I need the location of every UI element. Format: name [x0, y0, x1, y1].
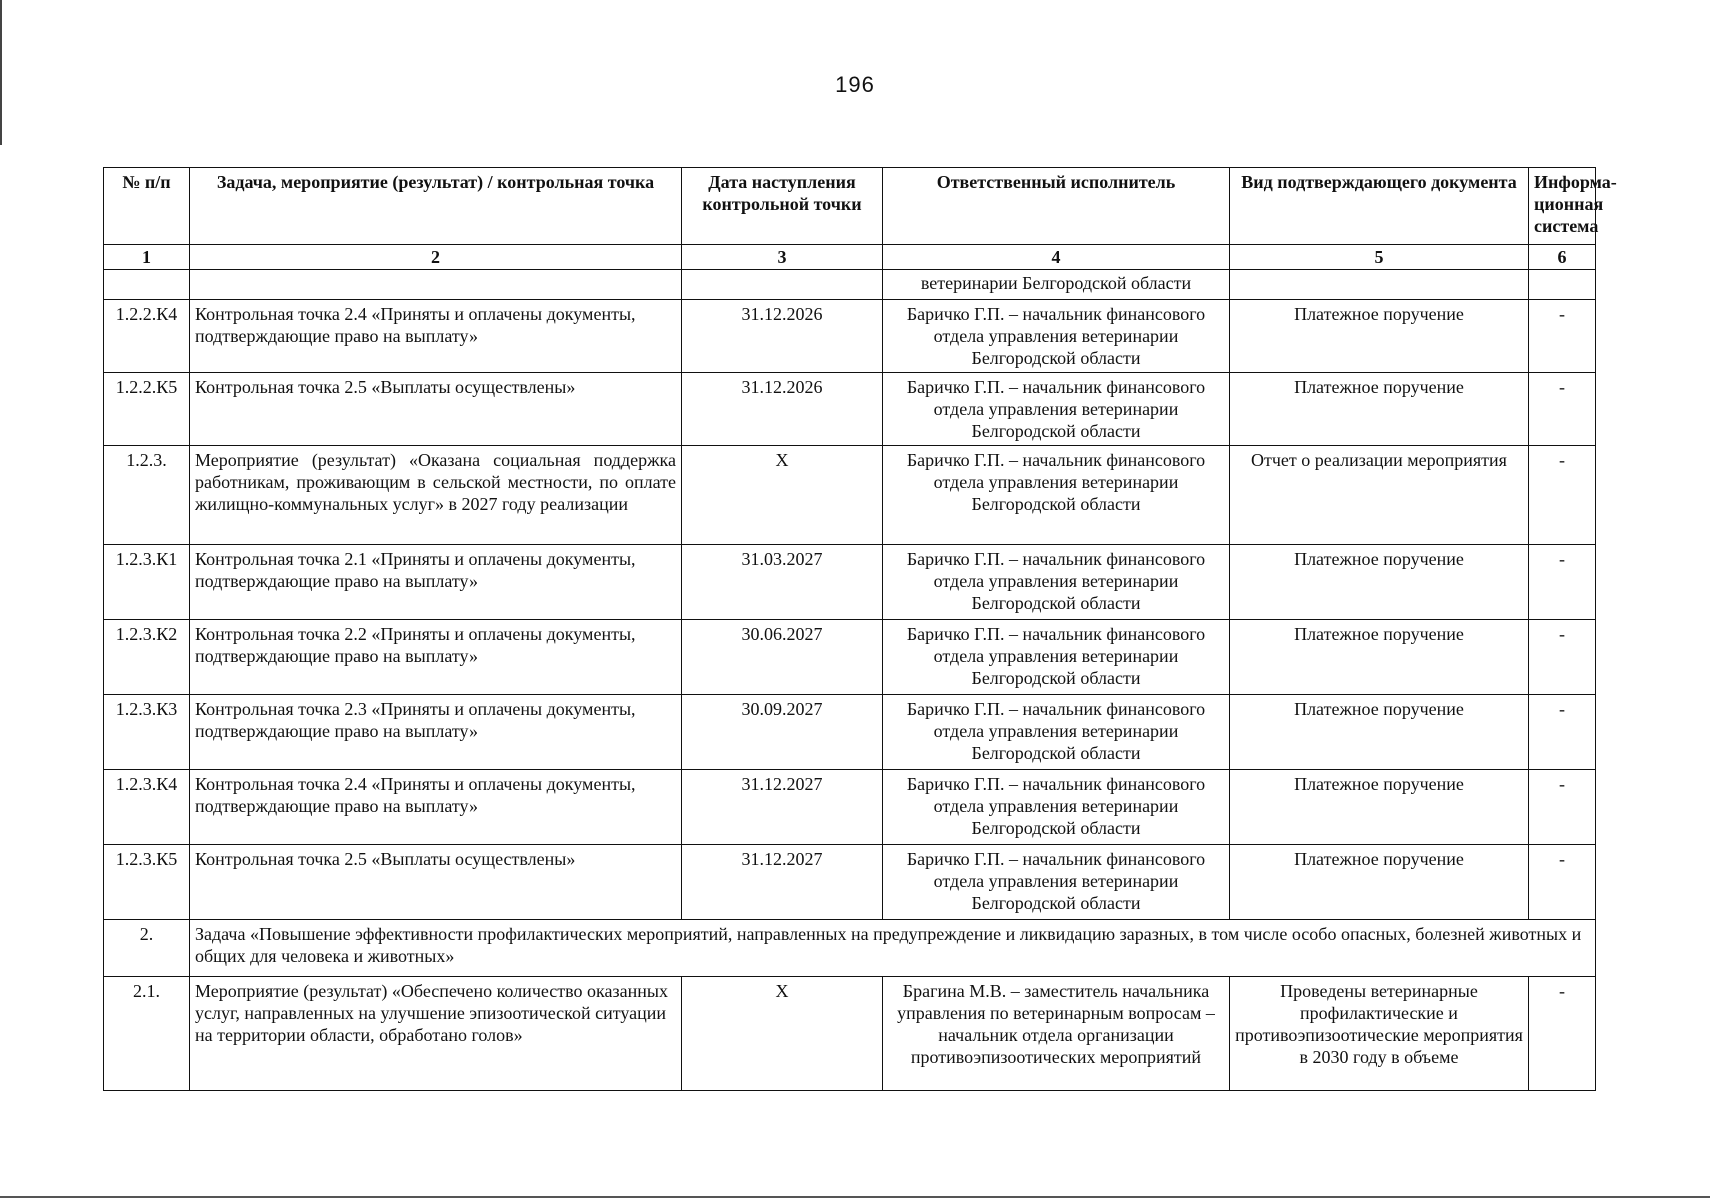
row-task: Контрольная точка 2.3 «Приняты и оплачены документы, подтверждающие право на выплату»	[190, 695, 682, 770]
row-executor: Баричко Г.П. – начальник финансового отдела управления ветеринарии Белгородской области	[883, 373, 1230, 446]
row-system: -	[1529, 446, 1596, 545]
row-num: 1.2.3.К5	[104, 845, 190, 920]
row-executor: Баричко Г.П. – начальник финансового отдела управления ветеринарии Белгородской области	[883, 620, 1230, 695]
row-num: 1.2.3.К4	[104, 770, 190, 845]
row-date: 30.06.2027	[682, 620, 883, 695]
task-row	[104, 920, 1596, 977]
row-task: Контрольная точка 2.4 «Приняты и оплачены документы, подтверждающие право на выплату»	[190, 770, 682, 845]
row-document: Платежное поручение	[1230, 300, 1529, 373]
row-date: 31.12.2026	[682, 373, 883, 446]
row-document: Платежное поручение	[1230, 845, 1529, 920]
row-document: Платежное поручение	[1230, 695, 1529, 770]
task-text: Задача «Повышение эффективности профилактических мероприятий, направленных на предупреждение и ликвидацию заразных, в том числе особо опасных, болезней животных и общих для человека и животных»	[190, 920, 1596, 977]
row-executor: Баричко Г.П. – начальник финансового отдела управления ветеринарии Белгородской области	[883, 770, 1230, 845]
table-row	[104, 977, 1596, 1091]
table-row	[104, 373, 1596, 446]
row-system: -	[1529, 300, 1596, 373]
row-date: 31.12.2027	[682, 770, 883, 845]
header-document: Вид подтверждающего документа	[1230, 168, 1529, 245]
table-row	[104, 620, 1596, 695]
task-num: 2.	[104, 920, 190, 977]
table-row	[104, 695, 1596, 770]
row-executor: Баричко Г.П. – начальник финансового отдела управления ветеринарии Белгородской области	[883, 300, 1230, 373]
row-system: -	[1529, 620, 1596, 695]
row-document: Отчет о реализации мероприятия	[1230, 446, 1529, 545]
control-points-table	[103, 167, 1617, 1091]
row-document: Платежное поручение	[1230, 373, 1529, 446]
column-number: 1	[104, 245, 190, 270]
header-date: Дата наступления контрольной точки	[682, 168, 883, 245]
row-system: -	[1529, 977, 1596, 1091]
row-system: -	[1529, 845, 1596, 920]
table-row	[104, 446, 1596, 545]
header-num: № п/п	[104, 168, 190, 245]
row-executor: Баричко Г.П. – начальник финансового отдела управления ветеринарии Белгородской области	[883, 446, 1230, 545]
header-executor: Ответственный исполнитель	[883, 168, 1230, 245]
column-number: 3	[682, 245, 883, 270]
row-system: -	[1529, 545, 1596, 620]
row-executor: Баричко Г.П. – начальник финансового отдела управления ветеринарии Белгородской области	[883, 845, 1230, 920]
table-row	[104, 770, 1596, 845]
row-date: Х	[682, 977, 883, 1091]
column-number: 4	[883, 245, 1230, 270]
table-row	[104, 545, 1596, 620]
continuation-executor: ветеринарии Белгородской области	[883, 270, 1230, 300]
scan-bottom-edge	[0, 1196, 1710, 1198]
row-task: Контрольная точка 2.5 «Выплаты осуществлены»	[190, 845, 682, 920]
page-number: 196	[835, 72, 875, 97]
table-header-row	[104, 168, 1596, 245]
row-document: Проведены ветеринарные профилактические и противоэпизоотические мероприятия в 2030 году в объеме	[1230, 977, 1529, 1091]
row-system: -	[1529, 695, 1596, 770]
row-num: 1.2.3.К1	[104, 545, 190, 620]
row-task: Контрольная точка 2.5 «Выплаты осуществлены»	[190, 373, 682, 446]
row-document: Платежное поручение	[1230, 545, 1529, 620]
row-system: -	[1529, 373, 1596, 446]
row-task: Контрольная точка 2.2 «Приняты и оплачены документы, подтверждающие право на выплату»	[190, 620, 682, 695]
row-num: 1.2.3.К3	[104, 695, 190, 770]
row-executor: Баричко Г.П. – начальник финансового отдела управления ветеринарии Белгородской области	[883, 545, 1230, 620]
header-system: Информа-ционная система	[1529, 168, 1596, 245]
column-number: 5	[1230, 245, 1529, 270]
row-num: 2.1.	[104, 977, 190, 1091]
column-number: 2	[190, 245, 682, 270]
row-date: 31.12.2027	[682, 845, 883, 920]
header-task: Задача, мероприятие (результат) / контрольная точка	[190, 168, 682, 245]
row-system: -	[1529, 770, 1596, 845]
row-date: Х	[682, 446, 883, 545]
row-date: 30.09.2027	[682, 695, 883, 770]
continuation-row	[104, 270, 1596, 300]
row-num: 1.2.2.К5	[104, 373, 190, 446]
row-date: 31.12.2026	[682, 300, 883, 373]
table-row	[104, 845, 1596, 920]
column-numbers-row	[104, 245, 1596, 270]
row-num: 1.2.3.К2	[104, 620, 190, 695]
row-num: 1.2.2.К4	[104, 300, 190, 373]
row-num: 1.2.3.	[104, 446, 190, 545]
row-executor: Баричко Г.П. – начальник финансового отдела управления ветеринарии Белгородской области	[883, 695, 1230, 770]
row-document: Платежное поручение	[1230, 620, 1529, 695]
row-task: Контрольная точка 2.4 «Приняты и оплачены документы, подтверждающие право на выплату»	[190, 300, 682, 373]
column-number: 6	[1529, 245, 1596, 270]
row-executor: Брагина М.В. – заместитель начальника управления по ветеринарным вопросам – начальник отдела организации противоэпизоотических мероприятий	[883, 977, 1230, 1091]
row-task: Контрольная точка 2.1 «Приняты и оплачены документы, подтверждающие право на выплату»	[190, 545, 682, 620]
row-task: Мероприятие (результат) «Оказана социальная поддержка работникам, проживающим в сельской местности, по оплате жилищно-коммунальных услуг» в 2027 году реализации	[190, 446, 682, 545]
row-document: Платежное поручение	[1230, 770, 1529, 845]
row-task: Мероприятие (результат) «Обеспечено количество оказанных услуг, направленных на улучшение эпизоотической ситуации на территории области, обработано голов»	[190, 977, 682, 1091]
table-row	[104, 300, 1596, 373]
row-date: 31.03.2027	[682, 545, 883, 620]
